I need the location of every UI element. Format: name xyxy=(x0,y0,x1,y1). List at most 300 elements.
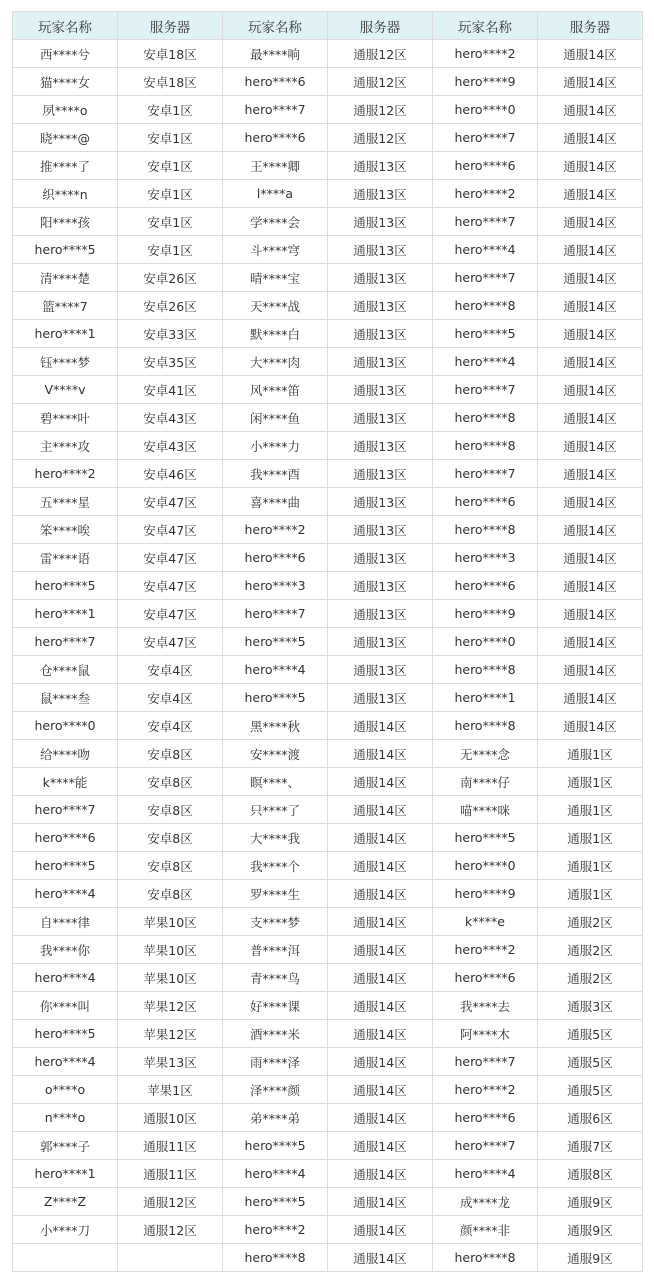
player-name-cell: hero****1 xyxy=(13,600,118,628)
player-name-cell: 笨****唉 xyxy=(13,516,118,544)
server-cell: 通服13区 xyxy=(328,628,433,656)
player-name-cell: hero****5 xyxy=(223,1188,328,1216)
player-name-cell: o****o xyxy=(13,1076,118,1104)
server-cell: 通服13区 xyxy=(328,600,433,628)
server-cell: 安卓8区 xyxy=(118,824,223,852)
server-cell: 通服13区 xyxy=(328,320,433,348)
player-name-cell: hero****6 xyxy=(13,824,118,852)
server-cell: 安卓47区 xyxy=(118,516,223,544)
table-row xyxy=(13,992,643,1020)
player-name-cell: hero****7 xyxy=(13,628,118,656)
player-name-cell: 晴****宝 xyxy=(223,264,328,292)
player-name-cell: hero****7 xyxy=(433,1132,538,1160)
server-cell: 通服14区 xyxy=(328,824,433,852)
player-name-cell: 学****会 xyxy=(223,208,328,236)
server-cell: 通服11区 xyxy=(118,1160,223,1188)
header-player-name: 玩家名称 xyxy=(223,12,328,40)
server-cell: 通服14区 xyxy=(538,208,643,236)
table-body xyxy=(13,40,643,1272)
table-row xyxy=(13,1104,643,1132)
player-name-cell: hero****8 xyxy=(433,432,538,460)
table-row xyxy=(13,292,643,320)
header-player-name: 玩家名称 xyxy=(433,12,538,40)
player-name-cell: hero****1 xyxy=(13,1160,118,1188)
server-cell: 通服11区 xyxy=(118,1132,223,1160)
player-name-cell: 大****肉 xyxy=(223,348,328,376)
player-name-cell: 清****楚 xyxy=(13,264,118,292)
server-cell: 苹果10区 xyxy=(118,964,223,992)
server-cell: 通服14区 xyxy=(328,768,433,796)
player-name-cell: hero****0 xyxy=(13,712,118,740)
player-name-cell: 我****个 xyxy=(223,852,328,880)
table-row xyxy=(13,572,643,600)
server-cell: 通服14区 xyxy=(538,376,643,404)
player-name-cell: hero****2 xyxy=(433,40,538,68)
server-cell: 通服13区 xyxy=(328,180,433,208)
player-name-cell: hero****4 xyxy=(433,1160,538,1188)
header-row xyxy=(13,12,643,40)
player-name-cell: hero****5 xyxy=(13,1020,118,1048)
player-name-cell: hero****6 xyxy=(433,572,538,600)
table-row xyxy=(13,432,643,460)
player-name-cell: hero****2 xyxy=(433,180,538,208)
server-cell: 安卓47区 xyxy=(118,544,223,572)
server-cell: 安卓4区 xyxy=(118,684,223,712)
server-cell: 安卓47区 xyxy=(118,572,223,600)
table-row xyxy=(13,1160,643,1188)
server-cell: 安卓47区 xyxy=(118,488,223,516)
server-cell xyxy=(118,1244,223,1272)
player-name-cell: n****o xyxy=(13,1104,118,1132)
server-cell: 通服14区 xyxy=(538,96,643,124)
table-row xyxy=(13,208,643,236)
server-cell: 通服1区 xyxy=(538,880,643,908)
server-cell: 通服14区 xyxy=(328,992,433,1020)
table-row xyxy=(13,1216,643,1244)
server-cell: 通服2区 xyxy=(538,908,643,936)
server-cell: 安卓43区 xyxy=(118,432,223,460)
server-cell: 通服14区 xyxy=(538,684,643,712)
server-cell: 安卓1区 xyxy=(118,124,223,152)
server-cell: 通服2区 xyxy=(538,936,643,964)
server-cell: 安卓47区 xyxy=(118,628,223,656)
player-name-cell: 我****你 xyxy=(13,936,118,964)
server-cell: 苹果12区 xyxy=(118,992,223,1020)
server-cell: 通服14区 xyxy=(538,180,643,208)
table-row xyxy=(13,516,643,544)
server-cell: 通服14区 xyxy=(328,796,433,824)
server-cell: 通服14区 xyxy=(538,68,643,96)
server-cell: 安卓8区 xyxy=(118,740,223,768)
server-cell: 安卓1区 xyxy=(118,96,223,124)
table-row xyxy=(13,880,643,908)
player-name-cell: 织****n xyxy=(13,180,118,208)
table-row xyxy=(13,712,643,740)
table-header xyxy=(13,12,643,40)
player-name-cell: 王****卿 xyxy=(223,152,328,180)
server-cell: 通服13区 xyxy=(328,572,433,600)
player-name-cell xyxy=(13,1244,118,1272)
server-cell: 通服14区 xyxy=(328,1104,433,1132)
server-cell: 通服14区 xyxy=(328,964,433,992)
player-name-cell: 青****鸟 xyxy=(223,964,328,992)
player-name-cell: 主****攻 xyxy=(13,432,118,460)
server-cell: 通服14区 xyxy=(538,124,643,152)
player-name-cell: 天****战 xyxy=(223,292,328,320)
server-cell: 通服13区 xyxy=(328,348,433,376)
player-name-cell: 好****课 xyxy=(223,992,328,1020)
player-name-cell: 夙****o xyxy=(13,96,118,124)
player-name-cell: hero****4 xyxy=(13,964,118,992)
server-cell: 通服14区 xyxy=(328,1216,433,1244)
server-cell: 通服1区 xyxy=(538,740,643,768)
table-row xyxy=(13,460,643,488)
server-cell: 通服14区 xyxy=(538,656,643,684)
table-row xyxy=(13,852,643,880)
server-cell: 通服14区 xyxy=(538,460,643,488)
player-name-cell: hero****5 xyxy=(223,684,328,712)
player-name-cell: 我****酉 xyxy=(223,460,328,488)
player-name-cell: hero****9 xyxy=(433,880,538,908)
player-name-cell: hero****8 xyxy=(223,1244,328,1272)
player-name-cell: hero****4 xyxy=(223,656,328,684)
player-name-cell: hero****7 xyxy=(13,796,118,824)
server-cell: 通服14区 xyxy=(538,40,643,68)
player-name-cell: l****a xyxy=(223,180,328,208)
server-cell: 通服13区 xyxy=(328,432,433,460)
player-name-cell: hero****6 xyxy=(433,488,538,516)
player-name-cell: hero****7 xyxy=(433,208,538,236)
server-cell: 安卓35区 xyxy=(118,348,223,376)
player-name-cell: hero****4 xyxy=(433,236,538,264)
player-name-cell: 自****律 xyxy=(13,908,118,936)
player-name-cell: 无****念 xyxy=(433,740,538,768)
server-cell: 安卓26区 xyxy=(118,292,223,320)
player-name-cell: 黑****秋 xyxy=(223,712,328,740)
server-cell: 通服13区 xyxy=(328,516,433,544)
server-cell: 通服14区 xyxy=(538,236,643,264)
player-name-cell: hero****6 xyxy=(433,152,538,180)
player-name-cell: 默****白 xyxy=(223,320,328,348)
server-cell: 通服13区 xyxy=(328,656,433,684)
server-cell: 通服14区 xyxy=(328,908,433,936)
player-name-cell: 瞑****、 xyxy=(223,768,328,796)
server-cell: 通服9区 xyxy=(538,1216,643,1244)
server-cell: 通服13区 xyxy=(328,544,433,572)
player-name-cell: 酒****米 xyxy=(223,1020,328,1048)
table-row xyxy=(13,488,643,516)
table-row xyxy=(13,236,643,264)
player-name-cell: hero****5 xyxy=(13,236,118,264)
player-name-cell: hero****6 xyxy=(223,68,328,96)
table-row xyxy=(13,348,643,376)
table-row xyxy=(13,152,643,180)
server-cell: 通服14区 xyxy=(538,628,643,656)
table-row xyxy=(13,264,643,292)
server-cell: 通服14区 xyxy=(328,740,433,768)
server-cell: 安卓47区 xyxy=(118,600,223,628)
server-cell: 通服14区 xyxy=(328,1048,433,1076)
table-row xyxy=(13,124,643,152)
server-cell: 通服13区 xyxy=(328,460,433,488)
server-cell: 通服7区 xyxy=(538,1132,643,1160)
player-name-cell: hero****8 xyxy=(433,404,538,432)
table-row xyxy=(13,824,643,852)
server-cell: 通服1区 xyxy=(538,852,643,880)
server-cell: 通服14区 xyxy=(328,936,433,964)
player-name-cell: 喜****曲 xyxy=(223,488,328,516)
server-cell: 安卓8区 xyxy=(118,880,223,908)
player-name-cell: hero****4 xyxy=(13,1048,118,1076)
player-name-cell: hero****6 xyxy=(433,964,538,992)
player-name-cell: hero****5 xyxy=(223,1132,328,1160)
player-name-cell: hero****7 xyxy=(223,96,328,124)
player-name-cell: 鼠****叁 xyxy=(13,684,118,712)
player-name-cell: 晓****@ xyxy=(13,124,118,152)
table-row xyxy=(13,1076,643,1104)
server-cell: 安卓33区 xyxy=(118,320,223,348)
player-name-cell: 五****星 xyxy=(13,488,118,516)
table-row xyxy=(13,740,643,768)
server-cell: 通服12区 xyxy=(328,124,433,152)
server-cell: 通服14区 xyxy=(328,1076,433,1104)
player-name-cell: hero****3 xyxy=(223,572,328,600)
player-name-cell: 阳****孩 xyxy=(13,208,118,236)
server-cell: 通服5区 xyxy=(538,1020,643,1048)
player-name-cell: hero****0 xyxy=(433,96,538,124)
server-cell: 通服13区 xyxy=(328,684,433,712)
server-cell: 安卓1区 xyxy=(118,208,223,236)
server-cell: 通服14区 xyxy=(328,1244,433,1272)
player-name-cell: hero****4 xyxy=(223,1160,328,1188)
player-name-cell: hero****7 xyxy=(433,460,538,488)
table-row xyxy=(13,40,643,68)
server-cell: 通服14区 xyxy=(538,516,643,544)
server-cell: 通服14区 xyxy=(538,600,643,628)
table-row xyxy=(13,96,643,124)
player-name-cell: hero****1 xyxy=(13,320,118,348)
server-cell: 通服14区 xyxy=(538,572,643,600)
player-name-cell: hero****8 xyxy=(433,656,538,684)
player-name-cell: hero****0 xyxy=(433,628,538,656)
player-name-cell: 阿****木 xyxy=(433,1020,538,1048)
server-cell: 通服14区 xyxy=(328,880,433,908)
player-name-cell: 碧****叶 xyxy=(13,404,118,432)
server-cell: 通服1区 xyxy=(538,824,643,852)
table-row xyxy=(13,1132,643,1160)
server-cell: 安卓8区 xyxy=(118,768,223,796)
player-name-cell: 篮****7 xyxy=(13,292,118,320)
server-cell: 通服13区 xyxy=(328,404,433,432)
server-cell: 通服8区 xyxy=(538,1160,643,1188)
table-row xyxy=(13,600,643,628)
player-name-cell: Z****Z xyxy=(13,1188,118,1216)
player-name-cell: 西****兮 xyxy=(13,40,118,68)
table-row xyxy=(13,1244,643,1272)
player-name-cell: 南****仔 xyxy=(433,768,538,796)
server-cell: 通服14区 xyxy=(538,320,643,348)
player-name-cell: 你****叫 xyxy=(13,992,118,1020)
player-name-cell: hero****7 xyxy=(433,264,538,292)
player-name-cell: k****e xyxy=(433,908,538,936)
server-cell: 通服9区 xyxy=(538,1244,643,1272)
server-cell: 通服5区 xyxy=(538,1076,643,1104)
player-name-cell: hero****6 xyxy=(223,124,328,152)
player-name-cell: hero****8 xyxy=(433,712,538,740)
player-name-cell: 弟****弟 xyxy=(223,1104,328,1132)
player-name-cell: 罗****生 xyxy=(223,880,328,908)
server-cell: 通服14区 xyxy=(538,264,643,292)
server-cell: 通服13区 xyxy=(328,292,433,320)
server-cell: 通服14区 xyxy=(328,852,433,880)
header-server: 服务器 xyxy=(328,12,433,40)
server-cell: 安卓4区 xyxy=(118,656,223,684)
server-cell: 通服3区 xyxy=(538,992,643,1020)
player-name-cell: hero****5 xyxy=(13,852,118,880)
server-cell: 苹果12区 xyxy=(118,1020,223,1048)
server-cell: 通服14区 xyxy=(328,1020,433,1048)
player-name-cell: hero****5 xyxy=(433,824,538,852)
player-name-cell: 给****吻 xyxy=(13,740,118,768)
table-row xyxy=(13,628,643,656)
server-cell: 通服14区 xyxy=(538,488,643,516)
server-cell: 苹果13区 xyxy=(118,1048,223,1076)
table-row xyxy=(13,796,643,824)
server-cell: 通服6区 xyxy=(538,1104,643,1132)
player-name-cell: 郭****子 xyxy=(13,1132,118,1160)
player-name-cell: hero****7 xyxy=(223,600,328,628)
player-name-cell: 风****笛 xyxy=(223,376,328,404)
server-cell: 苹果1区 xyxy=(118,1076,223,1104)
server-cell: 通服1区 xyxy=(538,768,643,796)
player-name-cell: hero****9 xyxy=(433,68,538,96)
player-name-cell: hero****8 xyxy=(433,292,538,320)
server-cell: 安卓1区 xyxy=(118,180,223,208)
server-cell: 安卓41区 xyxy=(118,376,223,404)
server-cell: 通服13区 xyxy=(328,152,433,180)
server-cell: 通服14区 xyxy=(538,712,643,740)
table-row xyxy=(13,768,643,796)
server-cell: 安卓1区 xyxy=(118,236,223,264)
player-name-cell: k****能 xyxy=(13,768,118,796)
player-name-cell: 雷****语 xyxy=(13,544,118,572)
server-cell: 苹果10区 xyxy=(118,936,223,964)
player-name-cell: 雨****泽 xyxy=(223,1048,328,1076)
table-row xyxy=(13,1020,643,1048)
player-name-cell: hero****5 xyxy=(433,320,538,348)
player-name-cell: 猫****女 xyxy=(13,68,118,96)
player-name-cell: 小****刀 xyxy=(13,1216,118,1244)
table-row xyxy=(13,908,643,936)
player-name-cell: 推****了 xyxy=(13,152,118,180)
player-name-cell: hero****2 xyxy=(223,1216,328,1244)
winners-table xyxy=(12,11,643,1272)
player-name-cell: hero****7 xyxy=(433,124,538,152)
player-name-cell: hero****4 xyxy=(13,880,118,908)
player-name-cell: 斗****穹 xyxy=(223,236,328,264)
player-name-cell: 我****去 xyxy=(433,992,538,1020)
server-cell: 通服14区 xyxy=(328,1188,433,1216)
player-name-cell: hero****8 xyxy=(433,1244,538,1272)
player-name-cell: hero****4 xyxy=(433,348,538,376)
player-name-cell: 最****响 xyxy=(223,40,328,68)
table-row xyxy=(13,964,643,992)
player-name-cell: 普****洱 xyxy=(223,936,328,964)
server-cell: 安卓8区 xyxy=(118,796,223,824)
server-cell: 安卓8区 xyxy=(118,852,223,880)
table-row xyxy=(13,936,643,964)
table-row xyxy=(13,404,643,432)
server-cell: 通服9区 xyxy=(538,1188,643,1216)
server-cell: 通服1区 xyxy=(538,796,643,824)
server-cell: 通服14区 xyxy=(538,432,643,460)
player-name-cell: 仓****鼠 xyxy=(13,656,118,684)
player-name-cell: hero****6 xyxy=(223,544,328,572)
player-name-cell: 成****龙 xyxy=(433,1188,538,1216)
server-cell: 安卓18区 xyxy=(118,40,223,68)
server-cell: 通服13区 xyxy=(328,264,433,292)
player-name-cell: hero****2 xyxy=(13,460,118,488)
player-name-cell: hero****3 xyxy=(433,544,538,572)
table-row xyxy=(13,68,643,96)
server-cell: 通服12区 xyxy=(118,1216,223,1244)
server-cell: 通服13区 xyxy=(328,376,433,404)
player-name-cell: hero****5 xyxy=(13,572,118,600)
server-cell: 通服14区 xyxy=(538,544,643,572)
player-name-cell: hero****0 xyxy=(433,852,538,880)
player-name-cell: hero****1 xyxy=(433,684,538,712)
player-name-cell: hero****9 xyxy=(433,600,538,628)
server-cell: 通服14区 xyxy=(538,404,643,432)
player-name-cell: 大****我 xyxy=(223,824,328,852)
player-name-cell: hero****7 xyxy=(433,1048,538,1076)
player-name-cell: 闲****鱼 xyxy=(223,404,328,432)
header-server: 服务器 xyxy=(118,12,223,40)
server-cell: 安卓43区 xyxy=(118,404,223,432)
server-cell: 通服14区 xyxy=(328,1132,433,1160)
server-cell: 通服10区 xyxy=(118,1104,223,1132)
server-cell: 通服12区 xyxy=(328,68,433,96)
player-name-cell: 钰****梦 xyxy=(13,348,118,376)
server-cell: 安卓1区 xyxy=(118,152,223,180)
player-name-cell: hero****2 xyxy=(433,1076,538,1104)
player-name-cell: V****v xyxy=(13,376,118,404)
header-server: 服务器 xyxy=(538,12,643,40)
table-row xyxy=(13,1188,643,1216)
header-player-name: 玩家名称 xyxy=(13,12,118,40)
player-name-cell: 颜****非 xyxy=(433,1216,538,1244)
player-name-cell: 喵****咪 xyxy=(433,796,538,824)
table-row xyxy=(13,320,643,348)
player-name-cell: hero****7 xyxy=(433,376,538,404)
server-cell: 通服14区 xyxy=(538,152,643,180)
player-name-cell: 安****渡 xyxy=(223,740,328,768)
server-cell: 通服2区 xyxy=(538,964,643,992)
table-row xyxy=(13,180,643,208)
server-cell: 安卓46区 xyxy=(118,460,223,488)
server-cell: 安卓4区 xyxy=(118,712,223,740)
table-row xyxy=(13,684,643,712)
player-name-cell: hero****8 xyxy=(433,516,538,544)
player-name-cell: hero****2 xyxy=(433,936,538,964)
player-name-cell: 泽****颜 xyxy=(223,1076,328,1104)
server-cell: 通服14区 xyxy=(328,712,433,740)
server-cell: 通服14区 xyxy=(538,348,643,376)
server-cell: 通服13区 xyxy=(328,236,433,264)
server-cell: 安卓26区 xyxy=(118,264,223,292)
player-name-cell: hero****2 xyxy=(223,516,328,544)
server-cell: 通服13区 xyxy=(328,208,433,236)
